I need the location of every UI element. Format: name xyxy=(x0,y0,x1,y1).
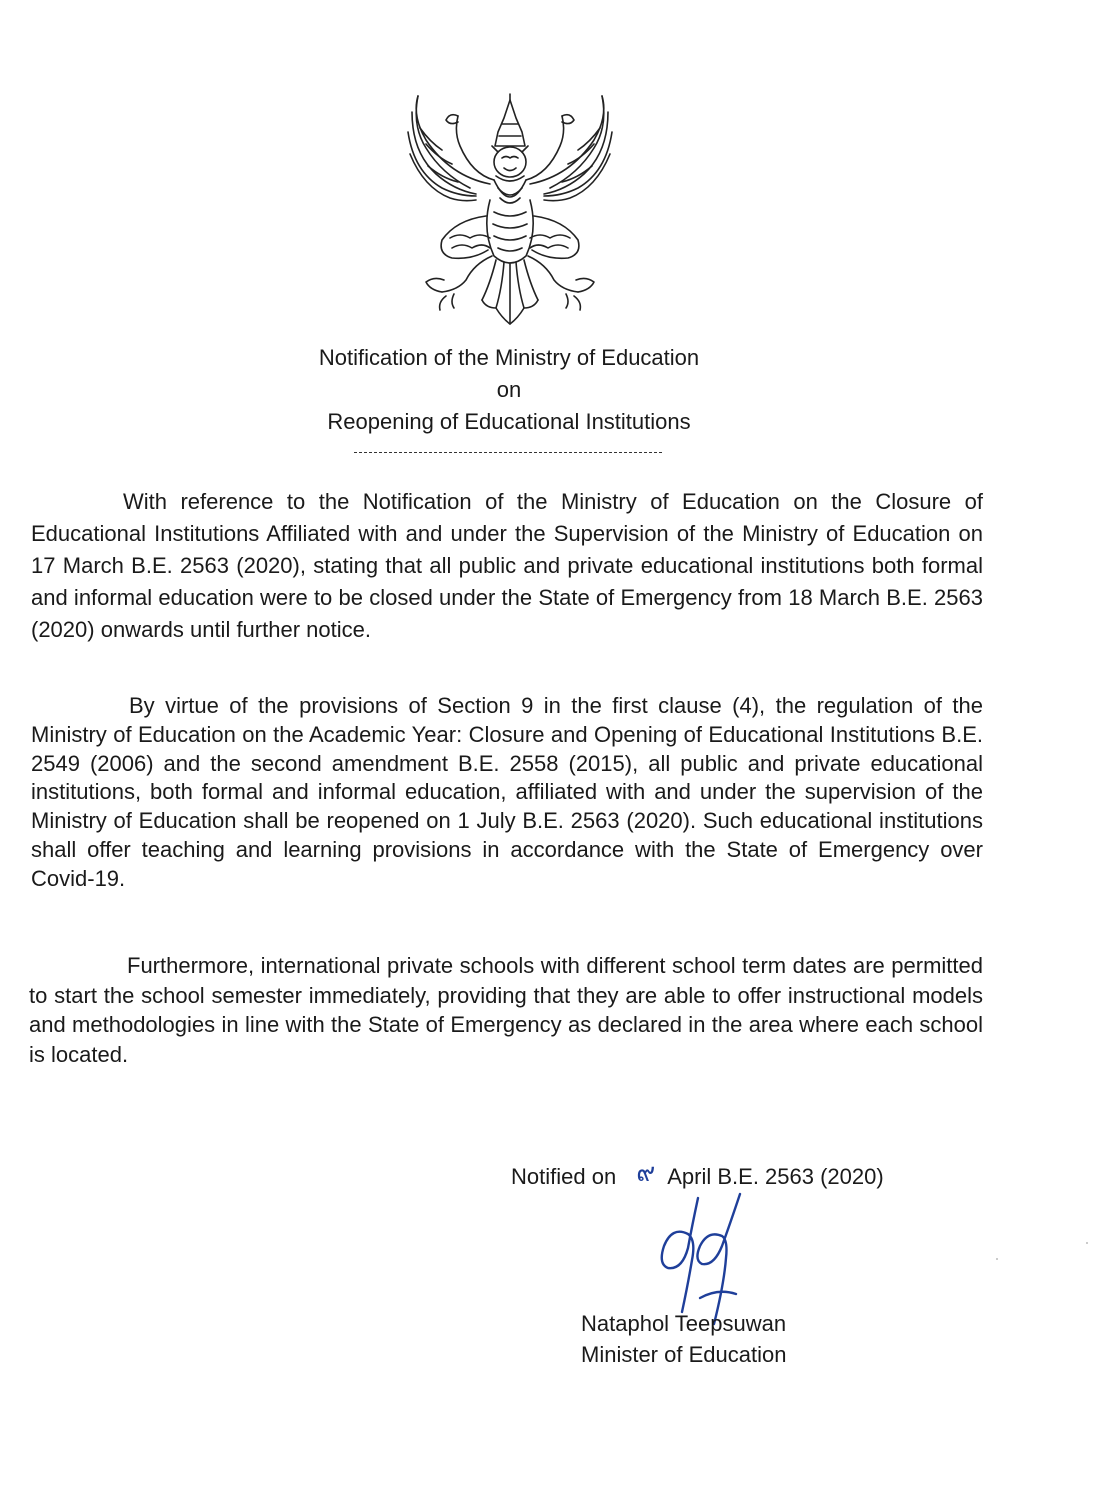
garuda-emblem-icon xyxy=(398,88,622,328)
title-line-3: Reopening of Educational Institutions xyxy=(327,409,691,434)
scan-speck xyxy=(1086,1242,1088,1244)
body-paragraph-1: With reference to the Notification of the Ministry of Education on the Closure of Educational Institutions Affiliated with and under the Supervision of the Ministry of Education on 17 March B.E. 2563 (2020), stating that all public and private educational institutions both formal and informal education were to be closed under the State of Emergency from 18 March B.E. 2563 (2020) onwards until further notice. xyxy=(31,489,983,642)
title-line-1: Notification of the Ministry of Education xyxy=(318,345,700,370)
title-line-2: on xyxy=(496,377,522,402)
notification-title xyxy=(0,342,1018,438)
body-paragraph-2: By virtue of the provisions of Section 9 in the first clause (4), the regulation of the Ministry of Education on the Academic Year: Closure and Opening of Educational Institutions B.E. 2549 (2006) and the second amendment B.E. 2558 (2015), all public and private educational institutions, both formal and informal education, affiliated with and under the supervision of the Ministry of Education shall be reopened on 1 July B.E. 2563 (2020). Such educational institutions shall offer teaching and learning provisions in accordance with the State of Emergency over Covid-19. xyxy=(31,693,983,891)
scan-speck xyxy=(996,1258,998,1260)
signer-block xyxy=(581,1308,786,1370)
title-divider xyxy=(354,452,662,453)
handwritten-day: ๙ xyxy=(636,1158,656,1188)
notified-prefix: Notified on xyxy=(511,1164,617,1189)
notified-date: April B.E. 2563 (2020) xyxy=(667,1164,884,1189)
signer-title: Minister of Education xyxy=(581,1342,787,1367)
body-paragraph-3: Furthermore, international private schools with different school term dates are permitted to start the school semester immediately, providing that they are able to offer instructional models and methodologies in line with the State of Emergency as declared in the area where each school is located. xyxy=(29,953,983,1067)
signer-name: Nataphol Teepsuwan xyxy=(581,1311,787,1336)
notified-date-line xyxy=(511,1160,884,1193)
